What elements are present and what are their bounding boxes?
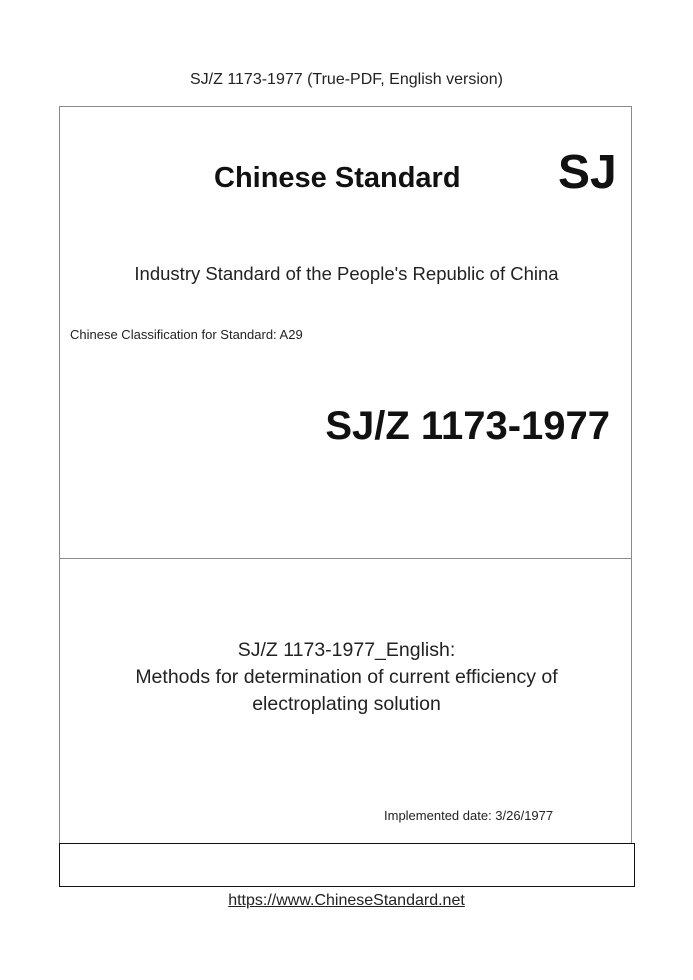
document-title [0,637,693,718]
organization-code: SJ [558,146,617,199]
classification-label: Chinese Classification for Standard: A29 [70,327,303,342]
footer-link-container [0,892,693,910]
document-title-line: SJ/Z 1173-1977_English: [237,639,456,661]
cover-footer-frame [59,843,635,887]
standard-number: SJ/Z 1173-1977 [325,404,610,448]
implemented-date: Implemented date: 3/26/1977 [384,808,554,823]
document-type-heading: Chinese Standard [214,162,461,194]
document-title-line: Methods for determination of current efficiency of [135,666,558,688]
organization-subtitle: Industry Standard of the People's Republic of China [134,263,559,284]
document-title-line: electroplating solution [252,693,441,715]
page-header-title: SJ/Z 1173-1977 (True-PDF, English version) [189,71,503,88]
website-link[interactable]: https://www.ChineseStandard.net [228,892,465,909]
